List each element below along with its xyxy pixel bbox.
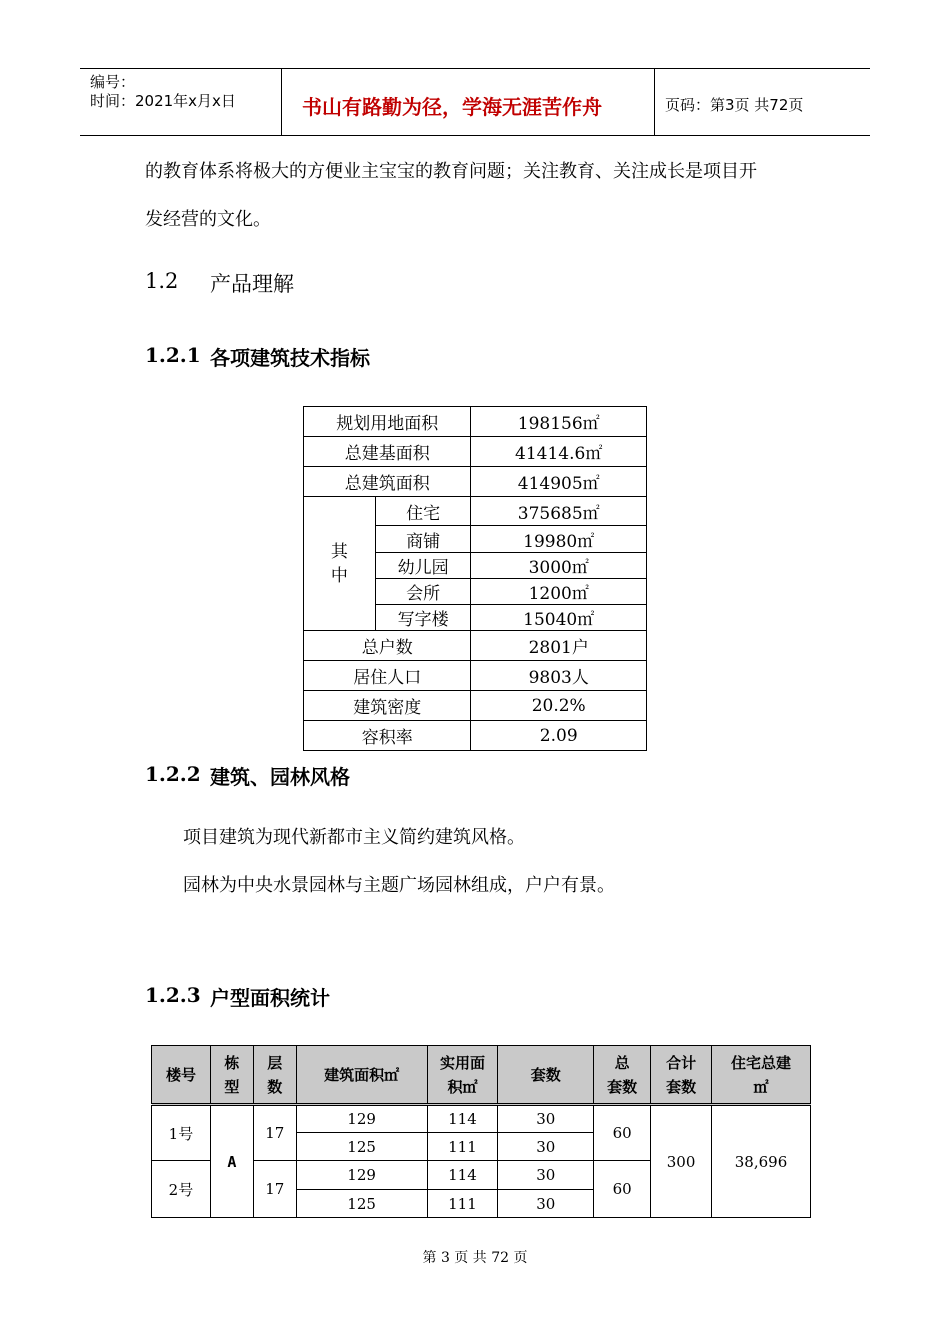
indicator-label: 容积率	[304, 721, 471, 751]
header-motto: 书山有路勤为径，学海无涯苦作舟	[302, 95, 602, 119]
cell-area: 129	[296, 1105, 427, 1133]
header-type-bottom: 型	[224, 1077, 240, 1096]
indicator-value: 19980㎡	[471, 526, 647, 553]
cell-total: 60	[594, 1105, 651, 1161]
header-top-rule	[80, 68, 870, 69]
indicator-label: 建筑密度	[304, 691, 471, 721]
header-type-top: 栋	[224, 1053, 240, 1072]
header-usable-top: 实用面	[439, 1053, 485, 1072]
indicator-row	[304, 721, 647, 751]
cell-usable: 114	[427, 1105, 498, 1133]
section-1-2-1-title: 各项建筑技术指标	[210, 346, 370, 370]
header-total-top: 总	[614, 1053, 630, 1072]
header-residential-total	[712, 1046, 811, 1105]
header-res-top: 住宅总建	[731, 1053, 792, 1072]
header-res-bottom: ㎡	[753, 1077, 769, 1096]
indicator-row	[304, 691, 647, 721]
header-total-bottom: 套数	[607, 1077, 638, 1096]
table-header-row	[152, 1046, 811, 1105]
intro-line-1: 的教育体系将极大的方便业主宝宝的教育问题；关注教育、关注成长是项目开	[145, 161, 757, 182]
building-floors: 17	[253, 1105, 296, 1161]
date-label: 时间：2021年x月x日	[90, 92, 236, 110]
cell-area: 129	[296, 1161, 427, 1190]
cell-usable: 111	[427, 1133, 498, 1161]
header-floors-bottom: 数	[267, 1077, 283, 1096]
page-footer: 第 3 页 共 72 页	[422, 1250, 528, 1266]
header-sum-top: 合计	[666, 1053, 697, 1072]
header-units: 套数	[498, 1046, 594, 1105]
cell-units: 30	[498, 1161, 594, 1190]
header-page-info: 页码：第3页 共72页	[665, 96, 804, 114]
section-1-2-number: 1.2	[145, 269, 179, 293]
cell-area: 125	[296, 1190, 427, 1218]
cell-area: 125	[296, 1133, 427, 1161]
group-label-top: 其	[330, 541, 348, 562]
cell-usable: 114	[427, 1161, 498, 1190]
indicator-row	[304, 467, 647, 497]
indicator-label: 住宅	[375, 497, 471, 526]
header-floors-top: 层	[267, 1053, 283, 1072]
indicator-label: 居住人口	[304, 661, 471, 691]
header-type	[210, 1046, 253, 1105]
section-1-2-3-number: 1.2.3	[145, 983, 201, 1007]
header-divider-right	[654, 68, 655, 136]
header-building: 楼号	[152, 1046, 211, 1105]
header-bottom-rule	[80, 135, 870, 136]
group-label-bottom: 中	[330, 565, 348, 586]
header-floors	[253, 1046, 296, 1105]
indicator-label: 总户数	[304, 631, 471, 661]
indicator-value: 414905㎡	[471, 467, 647, 497]
section-1-2-1-number: 1.2.1	[145, 343, 201, 367]
cell-total: 60	[594, 1161, 651, 1218]
cell-usable: 111	[427, 1190, 498, 1218]
indicator-value: 2.09	[471, 721, 647, 751]
indicator-row	[304, 631, 647, 661]
indicator-value: 3000㎡	[471, 553, 647, 579]
indicator-value: 1200㎡	[471, 579, 647, 605]
indicator-value: 2801户	[471, 631, 647, 661]
indicator-value: 375685㎡	[471, 497, 647, 526]
table-row	[152, 1105, 811, 1133]
intro-line-2: 发经营的文化。	[145, 209, 271, 230]
cell-units: 30	[498, 1133, 594, 1161]
header-sum	[651, 1046, 712, 1105]
header-total	[594, 1046, 651, 1105]
header-usable-bottom: 积㎡	[447, 1077, 478, 1096]
header-sum-bottom: 套数	[666, 1077, 697, 1096]
section-1-2-2-number: 1.2.2	[145, 762, 201, 786]
building-name: 2号	[152, 1161, 211, 1218]
indicator-row	[304, 497, 647, 526]
indicators-table	[303, 406, 647, 751]
indicator-value: 41414.6㎡	[471, 437, 647, 467]
cell-grand-total: 300	[651, 1105, 712, 1218]
indicator-row	[304, 437, 647, 467]
cell-residential-total: 38,696	[712, 1105, 811, 1218]
section-1-2-title: 产品理解	[210, 272, 294, 296]
cell-units: 30	[498, 1190, 594, 1218]
cell-units: 30	[498, 1105, 594, 1133]
style-line-1: 项目建筑为现代新都市主义简约建筑风格。	[183, 827, 525, 848]
indicator-value: 15040㎡	[471, 605, 647, 631]
indicator-label: 幼儿园	[375, 553, 471, 579]
building-name: 1号	[152, 1105, 211, 1161]
header-divider-left	[281, 68, 282, 136]
header-area: 建筑面积㎡	[296, 1046, 427, 1105]
indicator-value: 20.2%	[471, 691, 647, 721]
doc-number-label: 编号：	[90, 73, 136, 91]
indicator-value: 9803人	[471, 661, 647, 691]
indicator-row	[304, 407, 647, 437]
section-1-2-3-title: 户型面积统计	[210, 986, 330, 1010]
indicator-label: 总建基面积	[304, 437, 471, 467]
group-label-cell	[304, 497, 376, 631]
header-usable	[427, 1046, 498, 1105]
indicator-row	[304, 661, 647, 691]
building-floors: 17	[253, 1161, 296, 1218]
indicator-label: 总建筑面积	[304, 467, 471, 497]
indicator-label: 会所	[375, 579, 471, 605]
style-line-2: 园林为中央水景园林与主题广场园林组成，户户有景。	[183, 875, 615, 896]
building-type: A	[210, 1105, 253, 1218]
indicator-label: 商铺	[375, 526, 471, 553]
indicator-label: 规划用地面积	[304, 407, 471, 437]
section-1-2-2-title: 建筑、园林风格	[210, 765, 350, 789]
unit-area-table	[151, 1045, 811, 1218]
indicator-value: 198156㎡	[471, 407, 647, 437]
indicator-label: 写字楼	[375, 605, 471, 631]
